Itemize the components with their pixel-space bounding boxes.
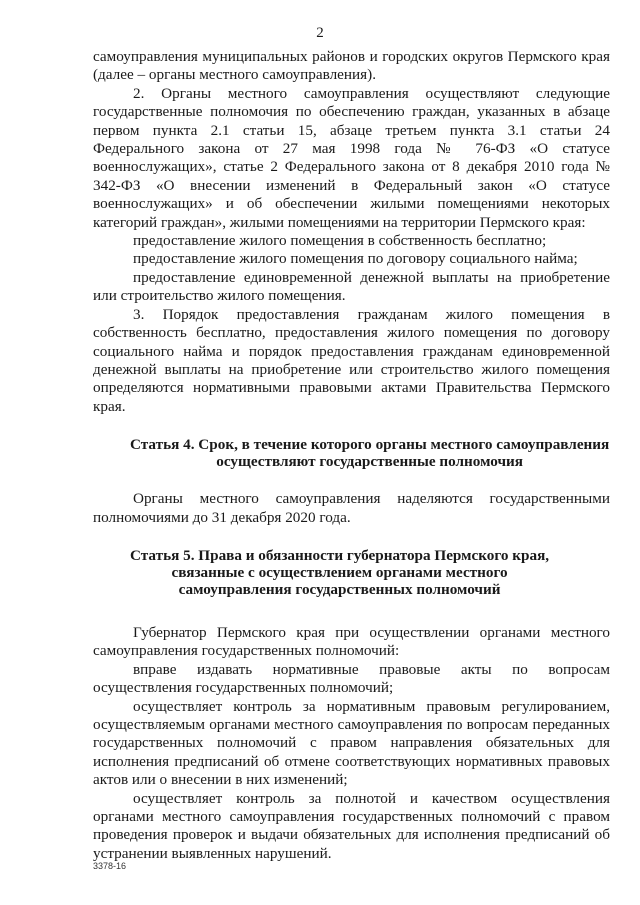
page-number: 2 (316, 25, 324, 41)
article-5-item-normative-control: осуществляет контроль за нормативным правовым регулированием, осуществляемым органами местного самоуправления по вопросам переданных государственных полномочий с правом направления обязательных для исполнения предписаний об отмене соответствующих нормативных правовых актов или о внесении в них изменений; (93, 697, 610, 789)
document-code: 3378-16 (93, 861, 127, 871)
article-4-heading-line-1: Статья 4. Срок, в течение которого органы местного самоуправления (130, 436, 610, 454)
document-body (93, 48, 610, 863)
paragraph-continuation: самоуправления муниципальных районов и городских округов Пермского края (далее – органы местного самоуправления). (93, 48, 610, 84)
paragraph-item-3: 3. Порядок предоставления гражданам жилого помещения в собственность бесплатно, предоставления жилого помещения по договору социального найма и порядок предоставления гражданам единовременной денежной выплаты на приобретение или строительство жилого помещения определяются нормативными правовыми актами Правительства Пермского края. (93, 305, 610, 415)
list-item-lump-sum: предоставление единовременной денежной выплаты на приобретение или строительство жилого помещения. (93, 268, 610, 305)
article-5-item-quality-control: осуществляет контроль за полнотой и качеством осуществления органами местного самоуправления государственных полномочий с правом проведения проверок и выдачи обязательных для исполнения предписаний об устранении выявленных нарушений. (93, 789, 610, 862)
paragraph-item-2: 2. Органы местного самоуправления осуществляют следующие государственные полномочия по обеспечению граждан, указанных в абзаце первом пункта 2.1 статьи 15, абзаце третьем пункта 3.1 статьи 24 Федерального закона от 27 мая 1998 года № 76-ФЗ «О статусе военнослужащих», статье 2 Федерального закона от 8 декабря 2010 года № 342-ФЗ «О внесении изменений в Федеральный закон «О статусе военнослужащих» и об обеспечении жилыми помещениями некоторых категорий граждан», жилыми помещениями на территории Пермского края: (93, 84, 610, 231)
article-5-heading-line-3: самоуправления государственных полномочий (178, 580, 501, 598)
list-item-ownership: предоставление жилого помещения в собственность бесплатно; (133, 232, 547, 250)
article-5-item-legislate: вправе издавать нормативные правовые акты по вопросам осуществления государственных полномочий; (93, 660, 610, 697)
article-4-heading (93, 436, 610, 470)
article-4-heading-line-2: осуществляют государственные полномочия (216, 453, 523, 471)
article-5-heading (93, 547, 610, 598)
article-4-paragraph: Органы местного самоуправления наделяются государственными полномочиями до 31 декабря 2020 года. (93, 490, 610, 526)
article-5-heading-line-1: Статья 5. Права и обязанности губернатора Пермского края, (130, 546, 550, 564)
article-5-heading-line-2: связанные с осуществлением органами местного (171, 563, 508, 581)
article-5-intro: Губернатор Пермского края при осуществлении органами местного самоуправления государственных полномочий: (93, 623, 610, 660)
list-item-social-rent: предоставление жилого помещения по договору социального найма; (133, 250, 578, 268)
